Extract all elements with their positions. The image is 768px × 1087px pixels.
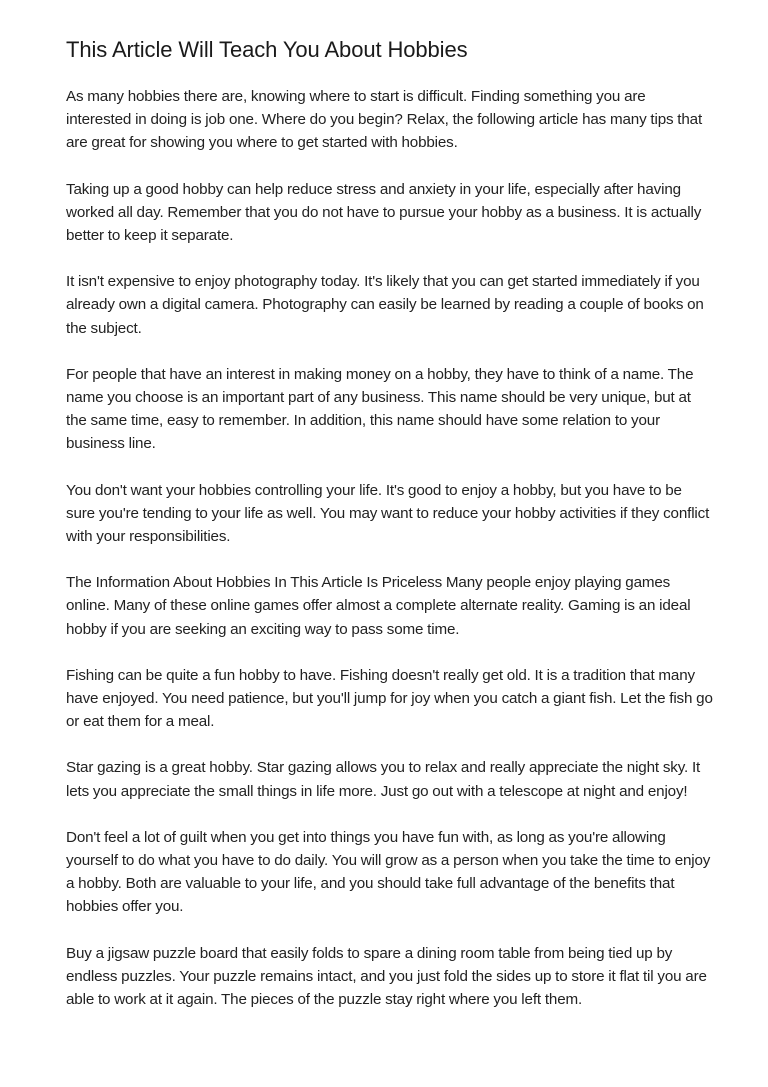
paragraph-10: Buy a jigsaw puzzle board that easily folds to spare a dining room table from being tied up by endless puzzles. Your puzzle remains intact, and you just fold the sides up to store it flat til you are able to work at it again. The pieces of the puzzle stay right where you left them. xyxy=(66,944,707,1009)
paragraph-5: You don't want your hobbies controlling your life. It's good to enjoy a hobby, but you have to be sure you're tending to your life as well. You may want to reduce your hobby activities if they conflict with your responsibilities. xyxy=(66,481,710,546)
paragraph-4: For people that have an interest in making money on a hobby, they have to think of a name. The name you choose is an important part of any business. This name should be very unique, but at the same time, easy to remember. In addition, this name should have some relation to your business line. xyxy=(66,365,694,453)
paragraph-8: Star gazing is a great hobby. Star gazing allows you to relax and really appreciate the night sky. It lets you appreciate the small things in life more. Just go out with a telescope at night and enjoy! xyxy=(66,759,701,800)
paragraph-3: It isn't expensive to enjoy photography today. It's likely that you can get started immediately if you already own a digital camera. Photography can easily be learned by reading a couple of books on the subject. xyxy=(66,273,704,337)
paragraph-6: The Information About Hobbies In This Article Is Priceless Many people enjoy playing games online. Many of these online games offer almost a complete alternate reality. Gaming is an ideal hobby if you are seeking an exciting way to pass some time. xyxy=(66,574,691,638)
paragraph-2: Taking up a good hobby can help reduce stress and anxiety in your life, especially after having worked all day. Remember that you do not have to pursue your hobby as a business. It is actually better to keep it separate. xyxy=(66,180,702,245)
paragraph-1: As many hobbies there are, knowing where to start is difficult. Finding something you are interested in doing is job one. Where do you begin? Relax, the following article has many tips that are great for showing you where to get started with hobbies. xyxy=(66,88,703,152)
article-body xyxy=(66,85,714,1034)
page-title: This Article Will Teach You About Hobbies xyxy=(66,37,468,62)
paragraph-7: Fishing can be quite a fun hobby to have. Fishing doesn't really get old. It is a tradition that many have enjoyed. You need patience, but you'll jump for joy when you catch a giant fish. Let the fish go or eat them for a meal. xyxy=(66,666,713,731)
paragraph-9: Don't feel a lot of guilt when you get into things you have fun with, as long as you're allowing yourself to do what you have to do daily. You will grow as a person when you take the time to enjoy a hobby. Both are valuable to your life, and you should take full advantage of the benefits that hobbies offer you. xyxy=(66,828,711,916)
